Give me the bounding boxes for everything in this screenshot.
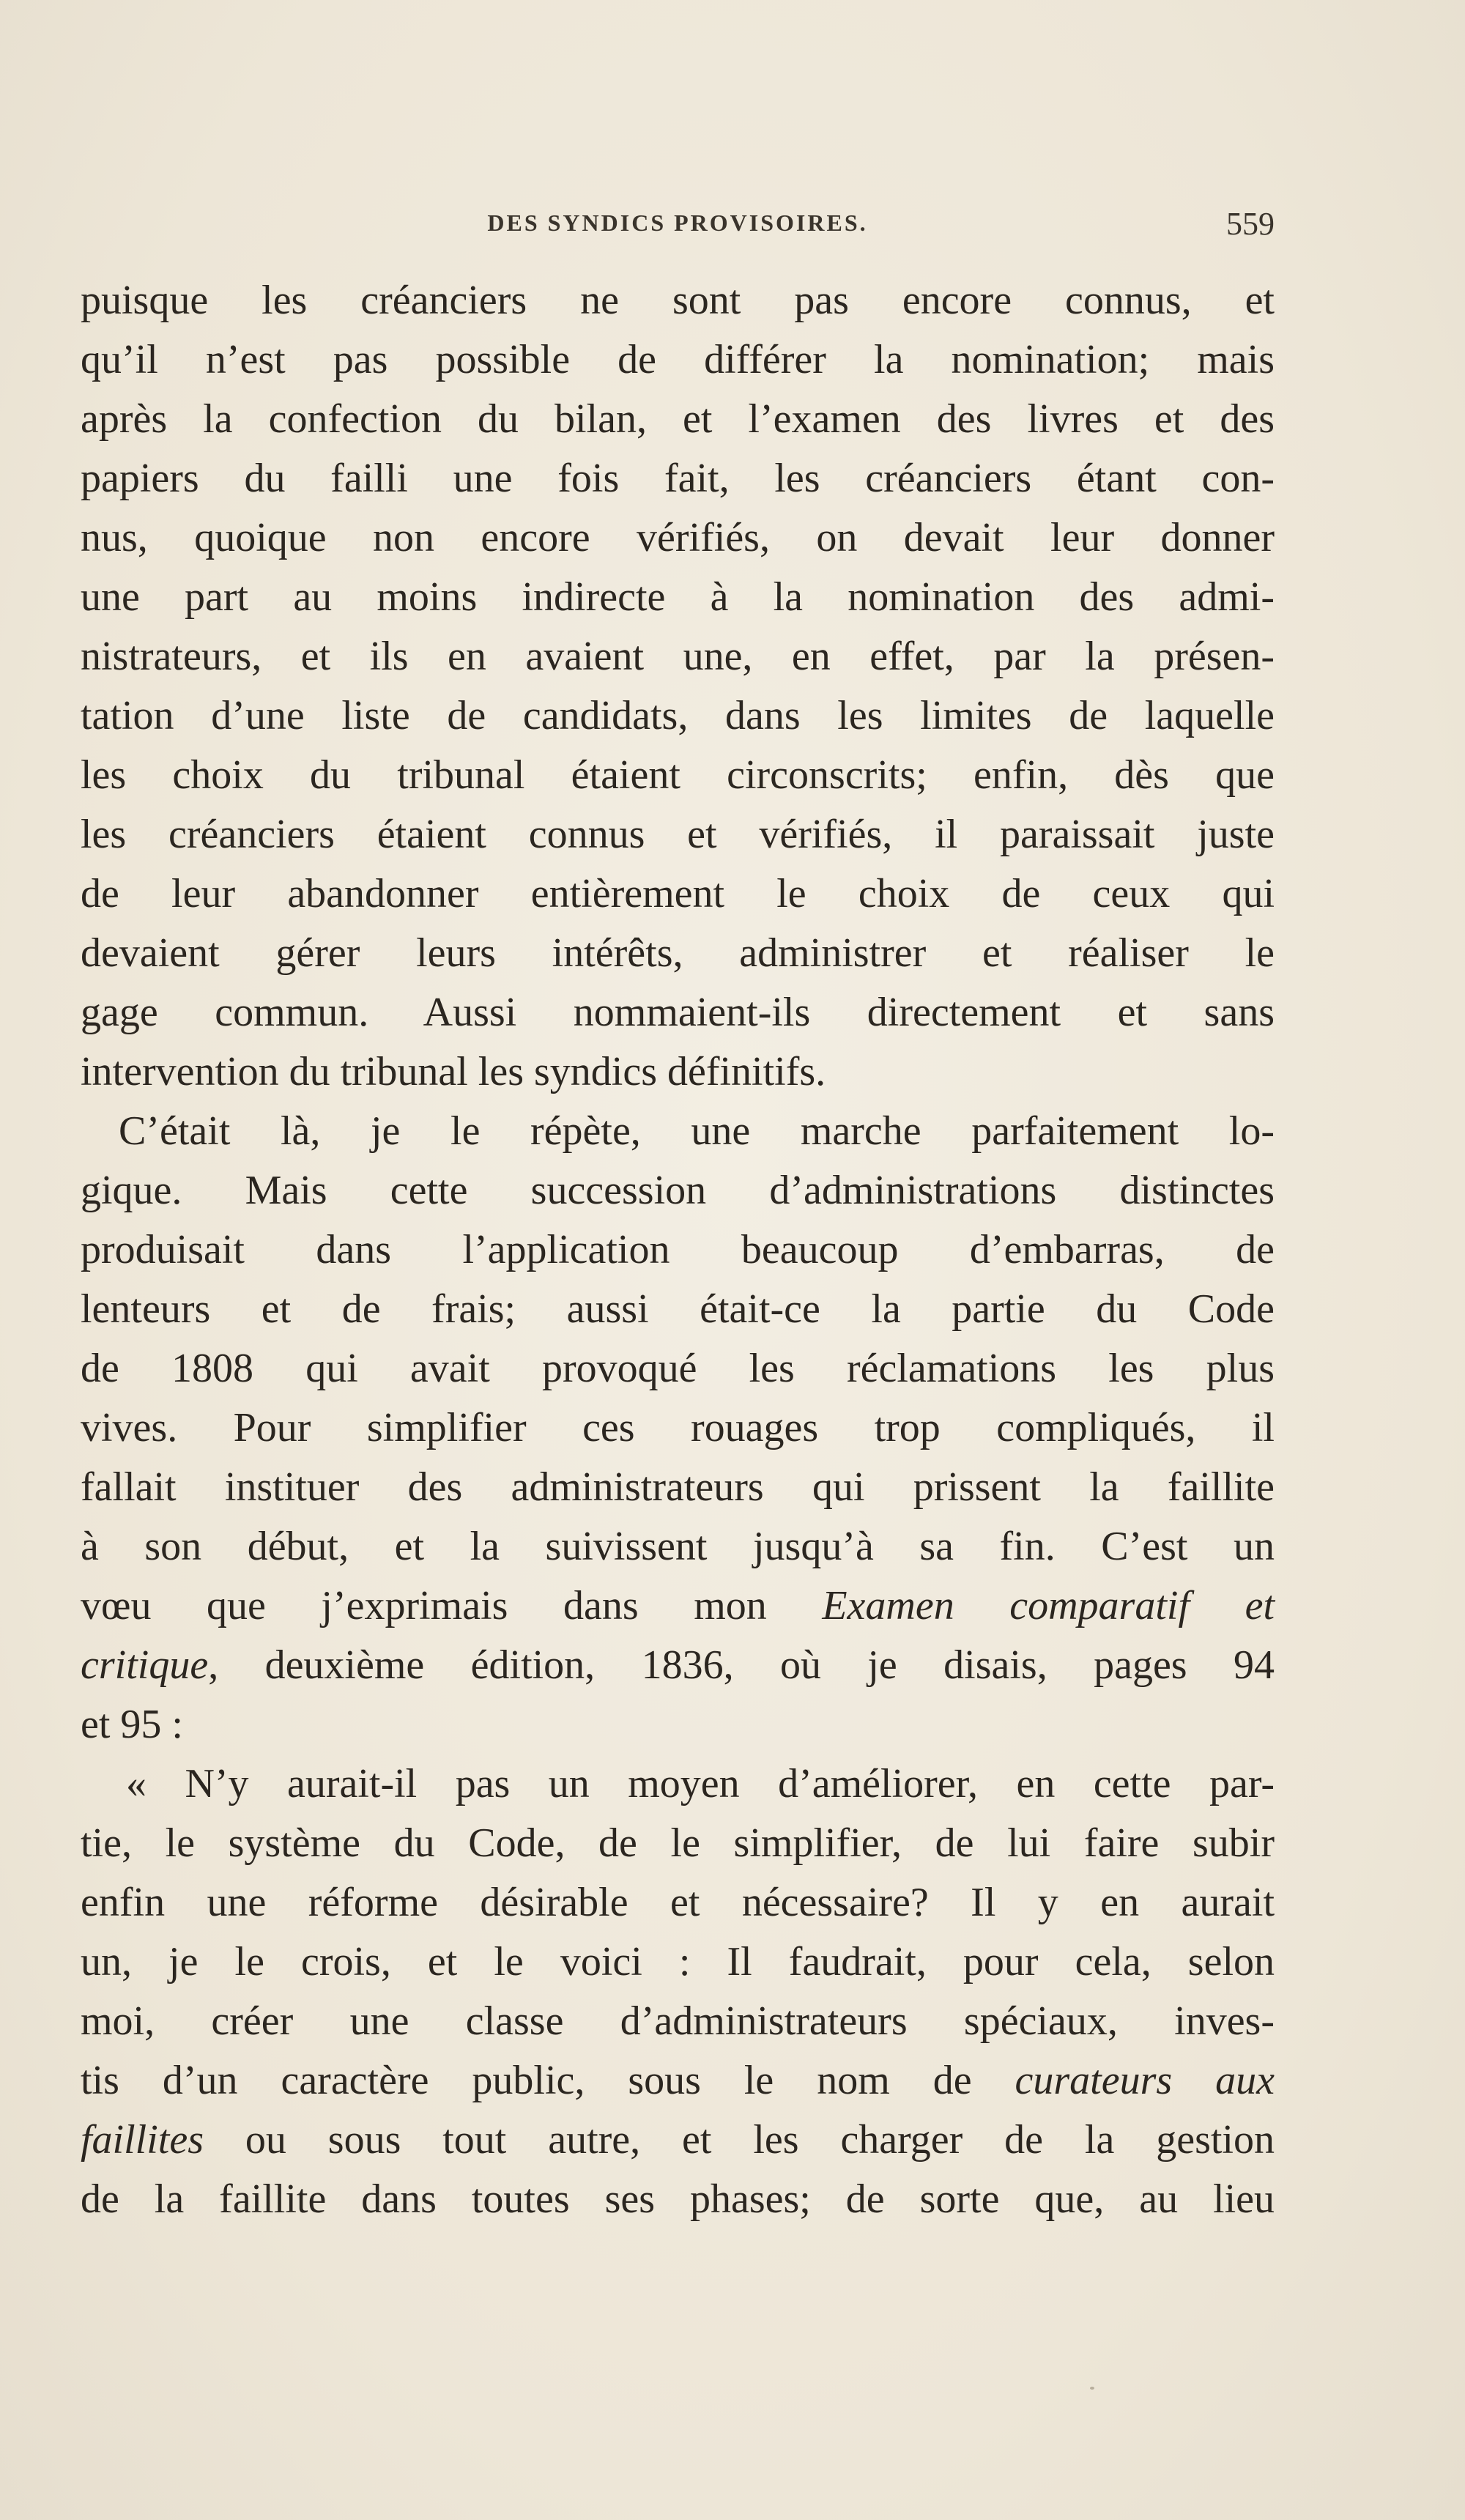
- text-line: de leur abandonner entièrement le choix de ceux qui: [81, 871, 1275, 916]
- body-text: [81, 271, 1275, 2229]
- text-line: qu’il n’est pas possible de différer la nomination; mais: [81, 337, 1275, 382]
- paper-speck: [1090, 2387, 1094, 2390]
- term-italic: curateurs aux: [1015, 2058, 1275, 2103]
- text-line: après la confection du bilan, et l’examen des livres et des: [81, 396, 1275, 442]
- text-line: gique. Mais cette succession d’administrations distinctes: [81, 1168, 1275, 1213]
- text-segment: ou sous tout autre, et les charger de la gestion: [204, 2117, 1275, 2163]
- text-line: les choix du tribunal étaient circonscrits; enfin, dès que: [81, 752, 1275, 798]
- text-line: fallait instituer des administrateurs qui prissent la faillite: [81, 1464, 1275, 1510]
- text-line: de la faillite dans toutes ses phases; de sorte que, au lieu: [81, 2176, 1275, 2222]
- text-line: papiers du failli une fois fait, les créanciers étant con-: [81, 456, 1275, 501]
- text-line: [81, 1576, 1275, 1636]
- text-line: C’était là, je le répète, une marche parfaitement lo-: [119, 1108, 1275, 1154]
- running-head: [81, 206, 1275, 246]
- text-line: une part au moins indirecte à la nomination des admi-: [81, 574, 1275, 620]
- book-title-italic: critique: [81, 1642, 209, 1688]
- text-line: les créanciers étaient connus et vérifiés, il paraissait juste: [81, 812, 1275, 857]
- text-line: nus, quoique non encore vérifiés, on devait leur donner: [81, 515, 1275, 560]
- text-line: de 1808 qui avait provoqué les réclamations les plus: [81, 1346, 1275, 1391]
- running-title: DES SYNDICS PROVISOIRES.: [487, 210, 868, 236]
- text-segment: , deuxième édition, 1836, où je disais, pages 94: [208, 1642, 1275, 1688]
- page-number: 559: [1226, 206, 1275, 242]
- text-line: tation d’une liste de candidats, dans les limites de laquelle: [81, 693, 1275, 738]
- text-line: intervention du tribunal les syndics définitifs.: [81, 1049, 826, 1094]
- text-line: [81, 2110, 1275, 2170]
- text-line: gage commun. Aussi nommaient-ils directement et sans: [81, 990, 1275, 1035]
- text-line: nistrateurs, et ils en avaient une, en effet, par la présen-: [81, 634, 1275, 679]
- text-line: et 95 :: [81, 1702, 183, 1747]
- text-line: produisait dans l’application beaucoup d’embarras, de: [81, 1227, 1275, 1272]
- text-line: « N’y aurait-il pas un moyen d’améliorer, en cette par-: [126, 1761, 1275, 1806]
- text-line: enfin une réforme désirable et nécessaire? Il y en aurait: [81, 1880, 1275, 1925]
- text-line: un, je le crois, et le voici : Il faudrait, pour cela, selon: [81, 1939, 1275, 1984]
- text-segment: vœu que j’exprimais dans mon: [81, 1583, 823, 1628]
- text-line: lenteurs et de frais; aussi était-ce la partie du Code: [81, 1286, 1275, 1332]
- text-line: puisque les créanciers ne sont pas encore connus, et: [81, 278, 1275, 323]
- text-line: vives. Pour simplifier ces rouages trop compliqués, il: [81, 1405, 1275, 1450]
- text-segment: tis d’un caractère public, sous le nom de: [81, 2058, 1015, 2103]
- term-italic: faillites: [81, 2117, 204, 2163]
- text-line: [81, 1636, 1275, 1695]
- text-line: [81, 2051, 1275, 2110]
- text-line: devaient gérer leurs intérêts, administrer et réaliser le: [81, 930, 1275, 976]
- text-line: à son début, et la suivissent jusqu’à sa fin. C’est un: [81, 1524, 1275, 1569]
- text-line: tie, le système du Code, de le simplifier, de lui faire subir: [81, 1820, 1275, 1866]
- book-title-italic: Examen comparatif et: [822, 1583, 1275, 1628]
- text-line: moi, créer une classe d’administrateurs spéciaux, inves-: [81, 1998, 1275, 2044]
